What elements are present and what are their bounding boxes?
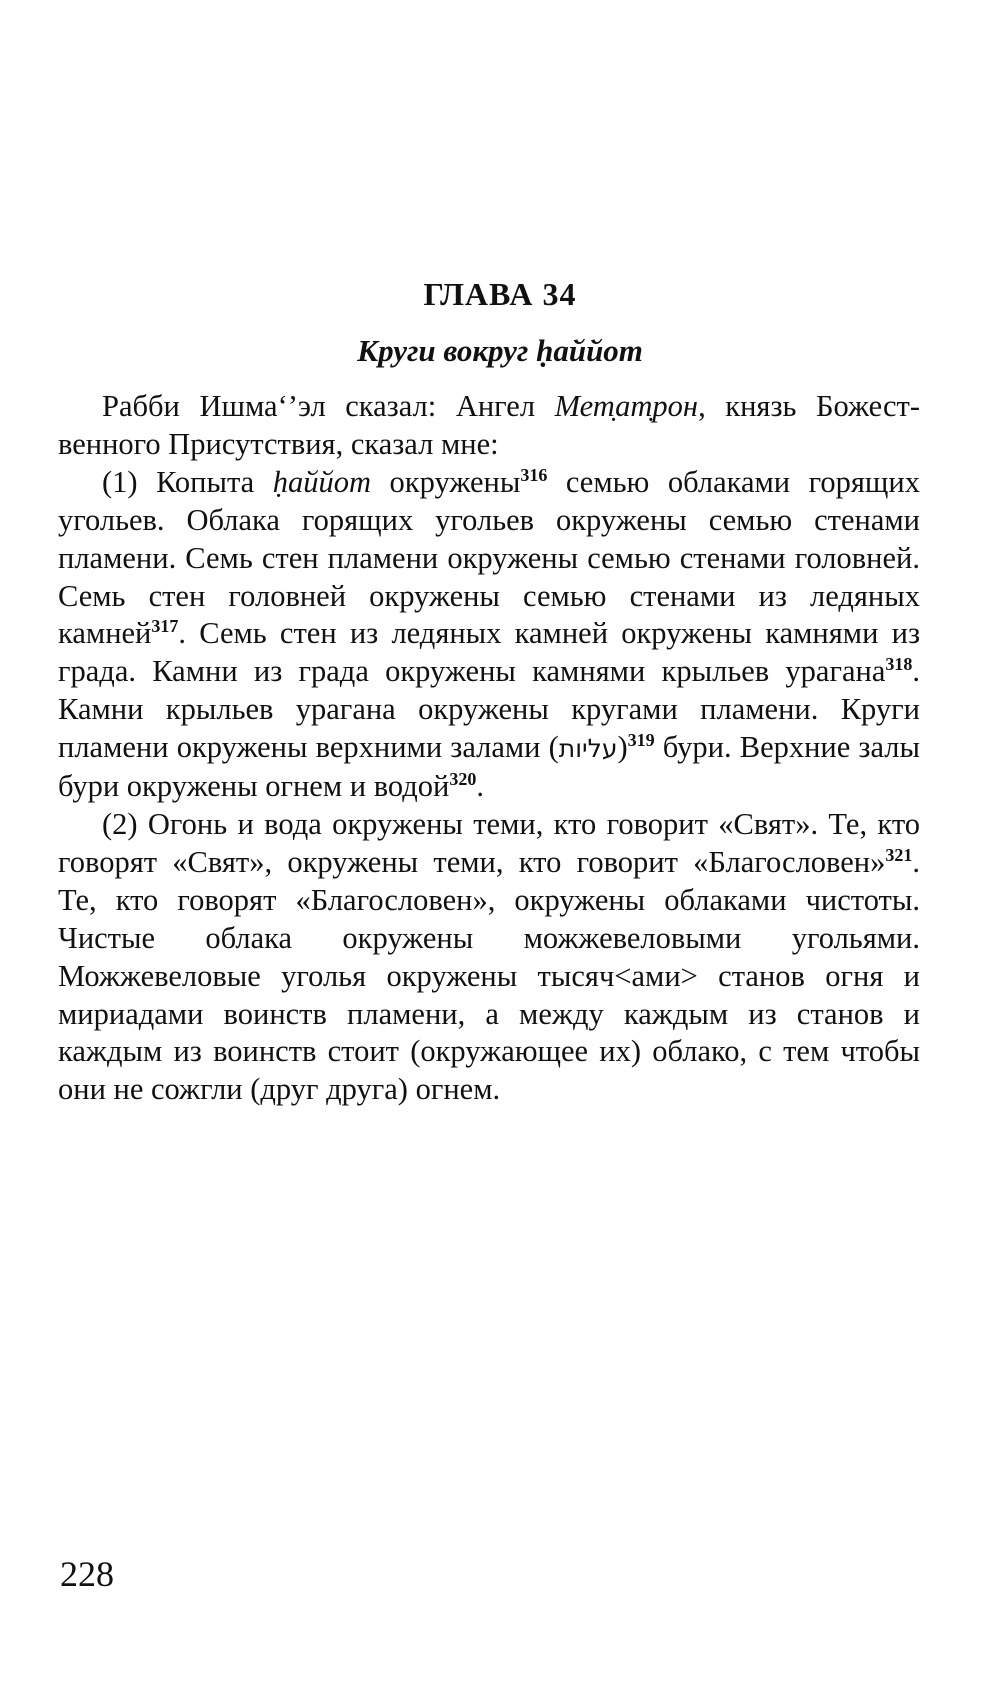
page-number: 228 — [60, 1554, 114, 1594]
text-run: семью облаками горящих угольев. Облака горящих угольев окружены семью стенами пламени. Семь стен пламени окружены семью стенами головней. Семь стен головней окружены семью стенами из ледяных камней — [58, 464, 920, 651]
text-run: (2) Огонь и вода окружены теми, кто говорит «Свят». Те, кто говорят «Свят», окружены теми, кто говорит «Благословен» — [58, 806, 920, 879]
footnote-ref-320[interactable]: 320 — [449, 768, 477, 789]
footnote-ref-319[interactable]: 319 — [627, 730, 655, 750]
body-text — [58, 388, 920, 1109]
footnote-ref-317[interactable]: 317 — [151, 616, 179, 637]
footnote-ref-316[interactable]: 316 — [520, 464, 548, 485]
text-run: (1) Копыта — [102, 464, 273, 499]
italic-term-metatron: Мет̣ат̣рон — [554, 389, 699, 423]
chapter-subtitle: Круги вокруг ḥаййот — [357, 333, 643, 368]
text-run: бури. Верхние залы бури окружены огнем и водой — [58, 730, 920, 804]
text-run: . Камни крыльев урагана окружены кругами пламени. Круги пламени окружены верхними залами ( — [58, 654, 920, 765]
text-run: ) — [617, 730, 628, 765]
text-run: Рабби Ишма‘’эл сказал: Ангел — [102, 389, 555, 423]
text-run: . — [476, 769, 484, 804]
text-run: . Те, кто говорят «Благословен», окружены облаками чистоты. Чистые облака окружены можжевеловыми угольями. Можжевеловые уголья окружены тысяч<ами> станов огня и мириадами воинств пламени, а между каждым из станов и каждым из воинств стоит (окружающее их) облако, с тем чтобы они не сожгли (друг друга) огнем. — [58, 844, 920, 1107]
paragraph-1 — [58, 464, 920, 806]
paragraph-2 — [58, 806, 920, 1109]
hebrew-word: עליות — [558, 734, 618, 764]
text-run: , князь Божественного Присутствия, сказал мне: — [58, 389, 921, 461]
italic-term-hayyot: ḥаййот — [272, 464, 372, 499]
text-run: окружены — [371, 464, 521, 499]
footnote-ref-321[interactable]: 321 — [885, 844, 913, 865]
footnote-ref-318[interactable]: 318 — [885, 654, 913, 675]
chapter-heading: ГЛАВА 34 — [423, 276, 577, 312]
paragraph-intro — [58, 388, 920, 464]
text-run: . Семь стен из ледяных камней окружены камнями из града. Камни из града окружены камнями крыльев урагана — [58, 616, 920, 689]
